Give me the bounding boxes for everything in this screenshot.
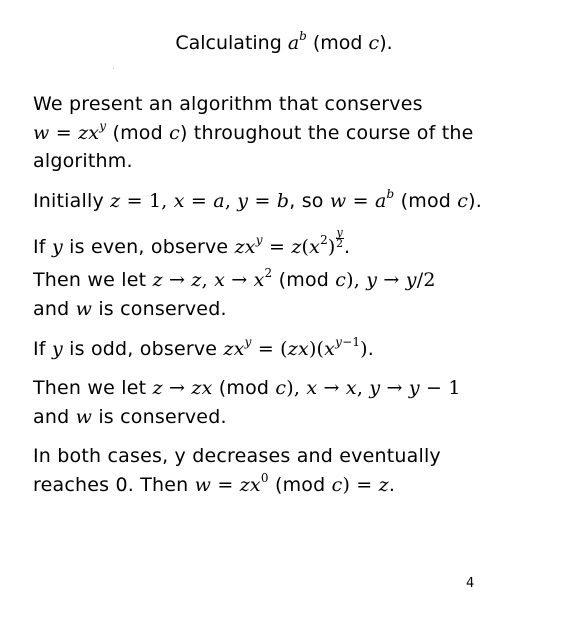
math-close-3: ),	[346, 269, 367, 291]
line-9-mod: (mod	[218, 377, 270, 399]
math-even-close: )	[327, 236, 336, 258]
math-close-9: ),	[286, 377, 307, 399]
math-z-to-z: z	[152, 269, 163, 291]
line-7-text-a: and	[33, 298, 70, 320]
math-w-eq-zxy: w	[33, 122, 50, 144]
math-w-12: w	[194, 474, 212, 496]
math-y-8: y	[51, 338, 63, 360]
math-c3: c	[329, 269, 347, 291]
math-w-7: w	[75, 298, 93, 320]
math-c5: c	[325, 474, 343, 496]
math-arrow-3: →	[377, 269, 406, 291]
math-z-1: z	[191, 269, 202, 291]
math-c4: c	[269, 377, 287, 399]
line-12-period: .	[388, 474, 396, 496]
math-comma-1: ,	[201, 269, 215, 291]
math-x-1: x	[214, 269, 226, 291]
math-c: c	[162, 122, 180, 144]
line-5-text-b: is even, observe	[69, 236, 229, 258]
line-2	[33, 118, 474, 145]
math-odd-close: )	[360, 338, 368, 360]
line-1-text: We present an algorithm that conserves	[33, 93, 423, 115]
title-math-power: $a^b$	[287, 28, 307, 54]
line-4-so: , so	[289, 190, 324, 212]
line-8-text-b: is odd, observe	[69, 338, 218, 360]
page-number: 4	[466, 576, 475, 591]
stray-dot	[113, 68, 114, 69]
math-arrow-1: →	[162, 269, 192, 291]
math-comma-9: ,	[356, 377, 370, 399]
math-init: z	[110, 190, 121, 212]
math-arrow-9a: →	[162, 377, 192, 399]
line-1	[33, 92, 423, 116]
math-z-9: z	[152, 377, 163, 399]
title-mod: (mod	[312, 32, 363, 54]
line-9-text-a: Then we let	[33, 377, 147, 399]
math-init-b: b	[276, 190, 290, 212]
slide-title	[0, 30, 568, 56]
line-5-text-a: If	[33, 236, 46, 258]
math-x-9: x	[306, 377, 318, 399]
line-6-mod: (mod	[278, 269, 330, 291]
math-w-10: w	[75, 406, 93, 428]
math-zx0: $zx^0$	[239, 470, 269, 496]
math-arrow-9b: →	[317, 377, 346, 399]
line-10-text-b: is conserved.	[98, 406, 227, 428]
math-init-eq2: =	[248, 190, 277, 212]
math-y: y	[51, 236, 63, 258]
math-minus-1: − 1	[419, 377, 461, 399]
line-5-period: .	[343, 236, 351, 258]
math-eq: =	[49, 122, 79, 144]
math-div-2: /2	[416, 269, 436, 291]
math-even: $zx^y$	[234, 232, 263, 258]
line-2-mod: (mod	[112, 122, 163, 144]
math-y-2: y	[405, 269, 417, 291]
line-7-text-b: is conserved.	[98, 298, 227, 320]
math-init-a: a	[213, 190, 225, 212]
line-4-close: ).	[468, 190, 482, 212]
math-arrow-2: →	[225, 269, 254, 291]
math-close-12: ) =	[342, 474, 379, 496]
line-6-text-a: Then we let	[33, 269, 147, 291]
line-3	[33, 149, 133, 173]
line-10	[33, 405, 227, 429]
title-text: Calculating	[175, 32, 282, 54]
line-4-mod: (mod	[400, 190, 452, 212]
line-3-text: algorithm.	[33, 150, 133, 172]
line-9	[33, 376, 461, 400]
math-init-x: x	[173, 190, 185, 212]
math-even-z: z	[291, 236, 302, 258]
line-11-text: In both cases, y decreases and eventually	[33, 445, 441, 467]
math-init-eq: =	[184, 190, 214, 212]
line-4	[33, 186, 482, 213]
line-12-mod: (mod	[274, 474, 326, 496]
line-8-period: .	[367, 338, 375, 360]
math-ab: $a^b$	[374, 186, 395, 212]
line-11	[33, 444, 441, 468]
line-7	[33, 297, 227, 321]
line-10-text-a: and	[33, 406, 70, 428]
math-even-2: 2	[320, 232, 328, 247]
math-init-1: = 1,	[120, 190, 174, 212]
math-y-9b: y	[408, 377, 420, 399]
math-odd-zx: zx	[287, 338, 309, 360]
line-6	[33, 265, 436, 292]
line-5	[33, 228, 350, 259]
math-y-1: y	[366, 269, 378, 291]
line-12	[33, 470, 396, 497]
math-arrow-9c: →	[380, 377, 409, 399]
line-8-text-a: If	[33, 338, 46, 360]
math-c2: c	[451, 190, 469, 212]
title-close: ).	[379, 32, 393, 54]
math-w-eq: =	[346, 190, 375, 212]
math-even-frac: $\frac{y}{2}$	[336, 226, 344, 250]
math-odd-x: $x^{y-1}$	[324, 334, 361, 360]
line-8	[33, 334, 375, 361]
title-math-c: c	[362, 32, 380, 54]
math-zx-9: zx	[191, 377, 213, 399]
math-y-9: y	[369, 377, 381, 399]
math-init-y: y	[237, 190, 249, 212]
math-x-9b: x	[345, 377, 357, 399]
math-z-12: z	[378, 474, 389, 496]
line-4-text-a: Initially	[33, 190, 104, 212]
math-x2: $x^2$	[253, 265, 273, 291]
math-odd-eq: = (	[251, 338, 288, 360]
math-even-paren: (	[301, 236, 310, 258]
math-eq-12: =	[211, 474, 240, 496]
math-even-eq: =	[262, 236, 292, 258]
math-w: w	[329, 190, 347, 212]
math-odd: $zx^y$	[223, 334, 252, 360]
line-2-tail: ) throughout the course of the	[179, 122, 474, 144]
math-init-comma: ,	[224, 190, 238, 212]
math-zxy: $zx^y$	[78, 118, 107, 144]
line-12-text-a: reaches 0. Then	[33, 474, 189, 496]
math-even-x: x	[309, 236, 321, 258]
math-odd-mid: )(	[308, 338, 325, 360]
